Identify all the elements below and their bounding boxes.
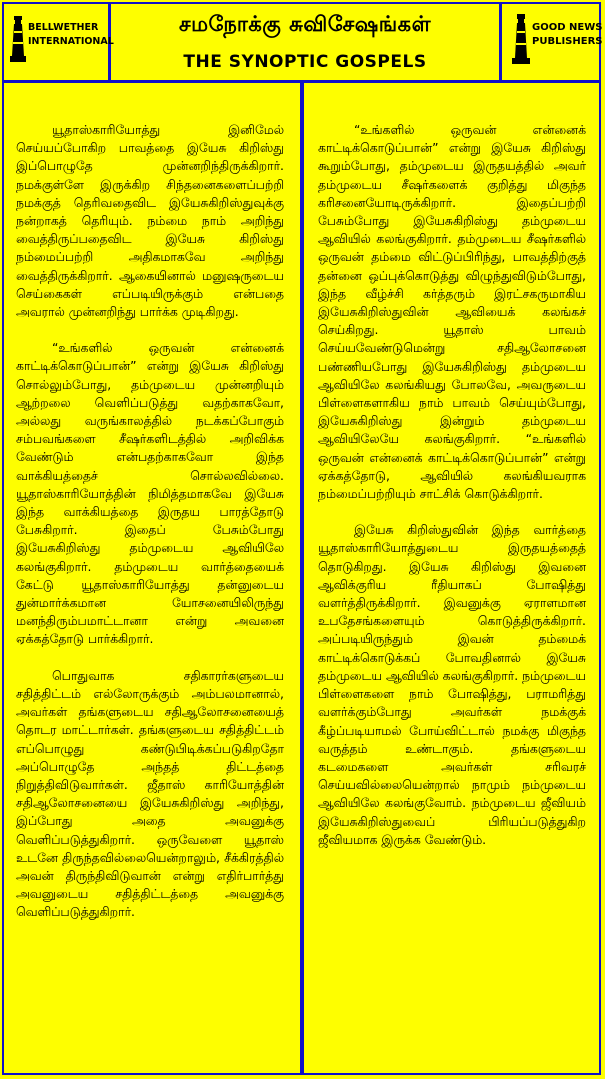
good-news-logo	[499, 4, 602, 80]
logo-left-line1: BELLWETHER	[28, 22, 99, 33]
lighthouse-icon	[10, 16, 26, 62]
article-body	[4, 83, 599, 1073]
right-column	[318, 121, 586, 867]
title-english: THE SYNOPTIC GOSPELS	[183, 52, 427, 72]
paragraph: “உங்களில் ஒருவன் என்னைக் காட்டிக்கொடுப்பான்” என்று இயேசு கிறிஸ்து சொல்லும்போது, தம்முடைய முன்னறியும் ஆற்றலை வெளிப்படுத்து வதற்காகவோ, அல்லது வருங்காலத்தில் நடக்கப்போகும் சம்பவங்களை சீஷர்களிடத்தில் அறிவிக்க வேண்டும் என்பதற்காகவோ இந்த வாக்கியத்தைச் சொல்லவில்லை. யூதாஸ்காரியோத்தின் நிமித்தமாகவே இயேசு இந்த வாக்கியத்தை இருதய பாரத்தோடு பேசுகிறார். இதைப் பேசும்போது இயேசுகிறிஸ்து தம்முடைய ஆவியிலே கலங்குகிறார். தம்முடைய வார்த்தையைக் கேட்டு யூதாஸ்காரியோத்து தன்னுடைய துன்மார்க்கமான யோசனையிலிருந்து மனந்திரும்பமாட்டானா என்று அவனை ஏக்கத்தோடு பார்க்கிறார்.	[16, 340, 284, 647]
lighthouse-icon	[512, 14, 530, 64]
paragraph: பொதுவாக சதிகாரர்களுடைய சதித்திட்டம் எல்லோருக்கும் அம்பலமானால், அவர்கள் தங்களுடைய சதிஆலோசனையைத் தொடர மாட்டார்கள். தங்களுடைய சதித்திட்டம் எப்பொழுது கண்டுபிடிக்கப்படுகிறதோ அப்பொழுதே அந்தத் திட்டத்தை நிறுத்திவிடுவார்கள். ஜீதாஸ் காரியோத்தின் சதிஆலோசனையை இயேசுகிறிஸ்து அறிந்து, இப்போது அதை அவனுக்கு வெளிப்படுத்துகிறார். ஒருவேளை யூதாஸ் உடனே திருந்தவில்லையென்றாலும், சீக்கிரத்தில் அவன் திருந்திவிடுவான் என்று எதிர்பார்த்து அவனுடைய சதித்திட்டத்தை அவனுக்கு வெளிப்படுத்துகிறார்.	[16, 667, 284, 920]
logo-right-line2: PUBLISHERS	[532, 36, 603, 47]
paragraph: “உங்களில் ஒருவன் என்னைக் காட்டிக்கொடுப்பான்” என்று இயேசு கிறிஸ்து கூறும்போது, தம்முடைய இருதயத்தில் அவர் தம்முடைய சீஷர்களைக் குறித்து மிகுந்த கரிசனையோடிருக்கிறார். இதைப்பற்றி பேசும்போது இயேசுகிறிஸ்து தம்முடைய ஆவியில் கலங்குகிறார். தம்முடைய சீஷர்களில் ஒருவன் தம்மை விட்டுப்பிரிந்து, பாவத்திற்குத் தன்னை ஒப்புக்கொடுத்து விழுந்துவிடும்போது, இந்த வீழ்ச்சி கர்த்தரும் இரட்சகருமாகிய இயேசுகிறிஸ்துவின் ஆவியைக் கலங்கச் செய்கிறது. யூதாஸ் பாவம் செய்யவேண்டுமென்று சதிஆலோசனை பண்ணியபோது இயேசுகிறிஸ்து தம்முடைய ஆவியிலே கலங்கியது போலவே, அவருடைய பிள்ளைகளாகிய நாம் பாவம் செய்யும்போது, இயேசுகிறிஸ்து இன்றும் தம்முடைய ஆவியிலேயே கலங்குகிறார். “உங்களில் ஒருவன் என்னைக் காட்டிக்கொடுப்பான்” என்று ஏக்கத்தோடு, ஆவியில் கலங்கியவராக நம்மைப்பற்றியும் சாட்சிக் கொடுக்கிறார்.	[318, 122, 586, 502]
title-area	[111, 4, 499, 80]
paragraph: இயேசு கிறிஸ்துவின் இந்த வார்த்தை யூதாஸ்காரியோத்துடைய இருதயத்தைத் தொடுகிறது. இயேசு கிறிஸ்து இவனை ஆவிக்குரிய ரீதியாகப் போஷித்து வளர்த்திருக்கிறார். இவனுக்கு ஏராளமான உபதேசங்களையும் கொடுத்திருக்கிறார். அப்படியிருந்தும் இவன் தம்மைக் காட்டிக்கொடுக்கப் போவதினால் இயேசு தம்முடைய ஆவியில் கலங்குகிறார். நம்முடைய பிள்ளைகளை நாம் போஷித்து, பராமரித்து வளர்க்கும்போது அவர்கள் நமக்குக் கீழ்ப்படியாமல் போய்விட்டால் நமக்கு மிகுந்த வருத்தம் உண்டாகும். தங்களுடைய கடமைகளை அவர்கள் சரிவரச் செய்யவில்லையென்றால் நாமும் நம்முடைய ஆவியிலே கலங்குவோம். நம்முடைய ஜீவியம் இயேசுகிறிஸ்துவைப் பிரியப்படுத்துகிற ஜீவியமாக இருக்க வேண்டும்.	[318, 522, 586, 847]
title-tamil: சமநோக்கு சுவிசேஷங்கள்	[178, 12, 432, 36]
logo-right-line1: GOOD NEWS	[532, 22, 603, 33]
paragraph: யூதாஸ்காரியோத்து இனிமேல் செய்யப்போகிற பாவத்தை இயேசு கிறிஸ்து இப்பொழுதே முன்னறிந்திருக்கிறார். நமக்குள்ளே இருக்கிற சிந்தனைகளைப்பற்றி நமக்குத் தெரிவதைவிட இயேசுகிறிஸ்துவுக்கு நன்றாகத் தெரியும். நம்மை நாம் அறிந்து வைத்திருப்பதைவிட இயேசு கிறிஸ்து நம்மைப்பற்றி அதிகமாகவே அறிந்து வைத்திருக்கிறார். ஆகையினால் மனுஷருடைய செய்கைகள் எப்படியிருக்கும் என்பதை அவரால் முன்னறிந்து பார்க்க முடிகிறது.	[16, 122, 284, 320]
logo-left-line2: INTERNATIONAL	[28, 36, 114, 47]
bellwether-logo	[4, 4, 114, 80]
left-column	[16, 121, 284, 940]
header	[4, 4, 603, 83]
page-frame	[2, 2, 601, 1075]
column-divider	[300, 83, 304, 1073]
